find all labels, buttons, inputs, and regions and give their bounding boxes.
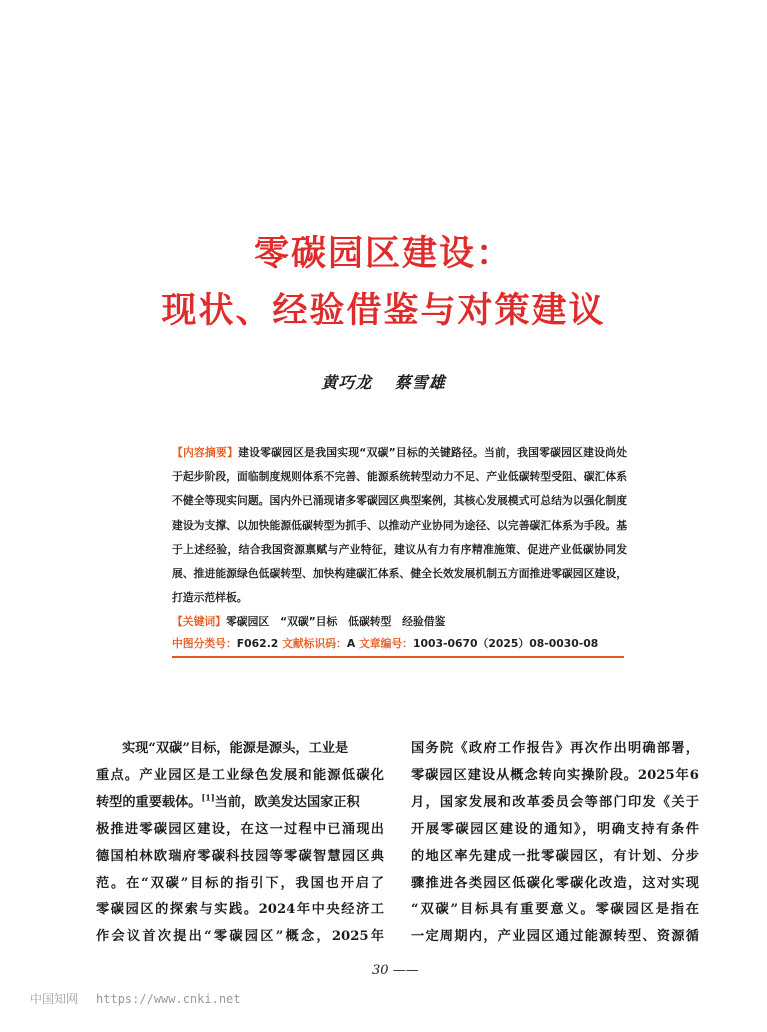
body-line: 零碳园区建设从概念转向实操阶段。2025年6 bbox=[411, 767, 699, 783]
doc-code-label: 文献标识码： bbox=[282, 637, 347, 650]
body-line: 实现“双碳”目标，能源是源头，工业是 bbox=[122, 741, 349, 756]
body-line: 开展零碳园区建设的通知》，明确支持有条件 bbox=[411, 821, 699, 837]
classification-line bbox=[172, 636, 624, 658]
body-line: 骤推进各类园区低碳化零碳化改造，这对实现 bbox=[411, 875, 699, 891]
article-title-line-2: 现状、经验借鉴与对策建议 bbox=[161, 291, 606, 331]
watermark-footer bbox=[30, 990, 259, 1007]
class-number-value: F062.2 bbox=[236, 637, 279, 650]
body-line: 一定周期内，产业园区通过能源转型、资源循 bbox=[411, 929, 699, 945]
body-line: 国务院《政府工作报告》再次作出明确部署， bbox=[411, 741, 699, 756]
keywords-text: 零碳园区 “双碳”目标 低碳转型 经验借鉴 bbox=[225, 615, 446, 629]
body-line: 的地区率先建成一批零碳园区，有计划、分步 bbox=[411, 848, 699, 864]
article-number-value: 1003-0670（2025）08-0030-08 bbox=[412, 637, 599, 650]
body-column-right bbox=[411, 736, 699, 951]
author-name: 蔡雪雄 bbox=[394, 373, 446, 392]
class-number-label: 中图分类号： bbox=[172, 637, 237, 650]
article-title-line-1: 零碳园区建设： bbox=[253, 234, 513, 274]
abstract-text: 建设零碳园区是我国实现“双碳”目标的关键路径。当前，我国零碳园区建设尚处于起步阶段，面临制度规则体系不完善、能源系统转型动力不足、产业低碳转型受阻、碳汇体系不健全等现实问题。国内外已涌现诸多零碳园区典型案例，其核心发展模式可总结为以强化制度建设为支撑、以加快能源低碳转型为抓手、以推动产业协同为途径、以完善碳汇体系为手段。基于上述经验，结合我国资源禀赋与产业特征，建议从有力有序精准施策、促进产业低碳协同发展、推进能源绿色低碳转型、加快构建碳汇体系、健全长效发展机制五方面推进零碳园区建设，打造示范样板。 bbox=[172, 446, 627, 605]
body-line: 重点。产业园区是工业绿色发展和能源低碳化 bbox=[96, 767, 384, 783]
body-line: 范。在“双碳”目标的指引下，我国也开启了 bbox=[96, 875, 384, 891]
body-line: 月，国家发展和改革委员会等部门印发《关于 bbox=[411, 794, 699, 810]
body-line: 零碳园区的探索与实践。2024年中央经济工 bbox=[96, 902, 384, 918]
footer-site-name: 中国知网 bbox=[30, 992, 79, 1006]
citation-ref[interactable]: [1] bbox=[201, 792, 215, 803]
authors bbox=[0, 370, 767, 393]
page-number-dash: —— bbox=[392, 963, 419, 978]
article-number-label: 文章编号： bbox=[358, 637, 413, 650]
page-number bbox=[372, 963, 419, 978]
doc-code-value: A bbox=[346, 637, 356, 650]
body-line: “双碳”目标具有重要意义。零碳园区是指在 bbox=[411, 902, 699, 918]
body-line: 德国柏林欧瑞府零碳科技园等零碳智慧园区典 bbox=[96, 848, 384, 864]
body-column-left bbox=[96, 736, 384, 951]
author-name: 黄巧龙 bbox=[321, 373, 373, 392]
page-number-value: 30 bbox=[372, 963, 389, 978]
abstract bbox=[172, 441, 627, 635]
body-line: 极推进零碳园区建设，在这一过程中已涌现出 bbox=[96, 821, 384, 837]
body-line: 作会议首次提出“零碳园区”概念，2025年 bbox=[96, 929, 384, 945]
keywords-label: 【关键词】 bbox=[172, 615, 226, 629]
footer-url[interactable]: https://www.cnki.net bbox=[96, 992, 241, 1006]
body-line: 转型的重要载体。[1]当前，欧美发达国家正积 bbox=[96, 792, 360, 810]
abstract-label: 【内容摘要】 bbox=[172, 446, 239, 459]
